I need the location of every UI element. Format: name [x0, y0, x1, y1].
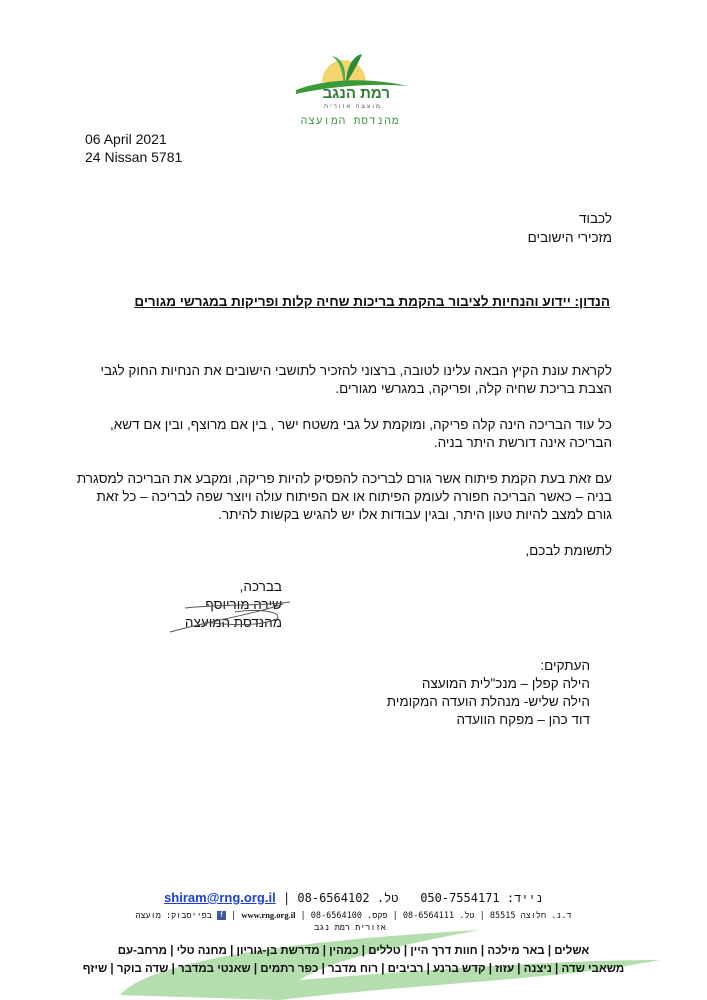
handwritten-signature: [165, 594, 295, 634]
footer-address: ד.נ. חלוצה 85515: [489, 911, 572, 921]
footer-office-line: בפייסבוק: מועצה f | www.rng.org.il | פקס. 08-6564100 | טל. 08-6564111 | ד.נ. חלוצה 85515: [135, 910, 572, 921]
text-line: גורם למצב להיות טעון היתר, ובגין עבודות אלו יש להגיש בקשות להיתר.: [218, 507, 612, 522]
footer-phone: טל. 08-6564102: [297, 891, 399, 905]
cc-item: דוד כהן – מפקח הוועדה: [456, 712, 590, 727]
text-line: לקראת עונת הקיץ הבאה עלינו לטובה, ברצוני להזכיר לתושבי הישובים את הנחיות החוק לגבי: [100, 363, 612, 378]
text-line: הבריכה אינה דורשת היתר בניה.: [433, 435, 612, 450]
body-paragraph-3: [77, 470, 612, 524]
date-hebrew: 24 Nissan 5781: [85, 149, 183, 165]
signature-name: שירה מוריוסף: [205, 597, 282, 612]
cc-item: הילה קפלן – מנכ"לית המועצה: [421, 676, 590, 691]
facebook-icon[interactable]: f: [217, 911, 226, 920]
text-line: כל עוד הבריכה הינה קלה פריקה, ומוקמת על גבי משטח ישר , בין אם מרוצף, ובין אם דשא,: [110, 417, 612, 432]
website-link[interactable]: www.rng.org.il: [241, 910, 296, 920]
email-link[interactable]: shiram@rng.org.il: [164, 890, 276, 905]
text-line: בניה – כאשר הבריכה חפורה לעומק הפיתוח או אם הפיתוח עולה ויוצר שפה לבריכה – כל זאת: [96, 489, 612, 504]
cc-block: [387, 657, 590, 729]
footer-fax: פקס. 08-6564100: [310, 911, 388, 921]
body-paragraph-1: [77, 362, 612, 398]
logo-text: רמת הנגב: [322, 85, 390, 102]
logo: [292, 50, 412, 112]
date-gregorian: 06 April 2021: [85, 131, 167, 147]
department-name: מהנדסת המועצה: [300, 114, 400, 127]
text-line: עם זאת בעת הקמת פיתוח אשר גורם לבריכה להפסיק להיות פריקה, ומקבע את הבריכה למסגרת: [76, 471, 612, 486]
letter-body: [77, 362, 612, 560]
footer-facebook-line2: אזורית רמת נגב: [314, 923, 386, 933]
cc-label: העתקים:: [540, 658, 590, 673]
footer-mobile: נייד: 050-7554171: [420, 891, 543, 905]
cc-item: הילה שליש- מנהלת הועדה המקומית: [386, 694, 590, 709]
recipient-line1: לכבוד: [578, 211, 612, 226]
footer-contact-line: [0, 890, 707, 906]
subject-line: הנדון: יידוע והנחיות לציבור בהקמת בריכות שחיה קלות ופריקות במגרשי מגורים: [134, 294, 610, 309]
signature-greeting: בברכה,: [239, 579, 282, 594]
towns-line-1: אשלים | באר מילכה | חוות דרך היין | טללים | כמהין | מדרשת בן-גוריון | מחנה טלי | מרחב-עם: [117, 945, 590, 957]
footer-facebook: בפייסבוק: מועצה: [135, 911, 212, 921]
body-paragraph-2: [77, 416, 612, 452]
footer-office-phone: טל. 08-6564111: [402, 911, 475, 921]
closing: לתשומת לבכם,: [525, 543, 612, 558]
text-line: הצבת בריכת שחיה קלה, ופריקה, במגרשי מגורים.: [335, 381, 612, 396]
signature-title: מהנדסת המועצה: [184, 615, 282, 630]
separator: |: [282, 891, 298, 905]
towns-line-2: משאבי שדה | ניצנה | עזוז | קדש ברנע | רביבים | רוח מדבר | כפר רתמים | שאנטי במדבר | שדה בוקר | שיזף: [82, 963, 625, 975]
recipient-line2: מזכירי הישובים: [527, 230, 612, 245]
logo-subtext: מועצה אזורית: [324, 104, 382, 110]
